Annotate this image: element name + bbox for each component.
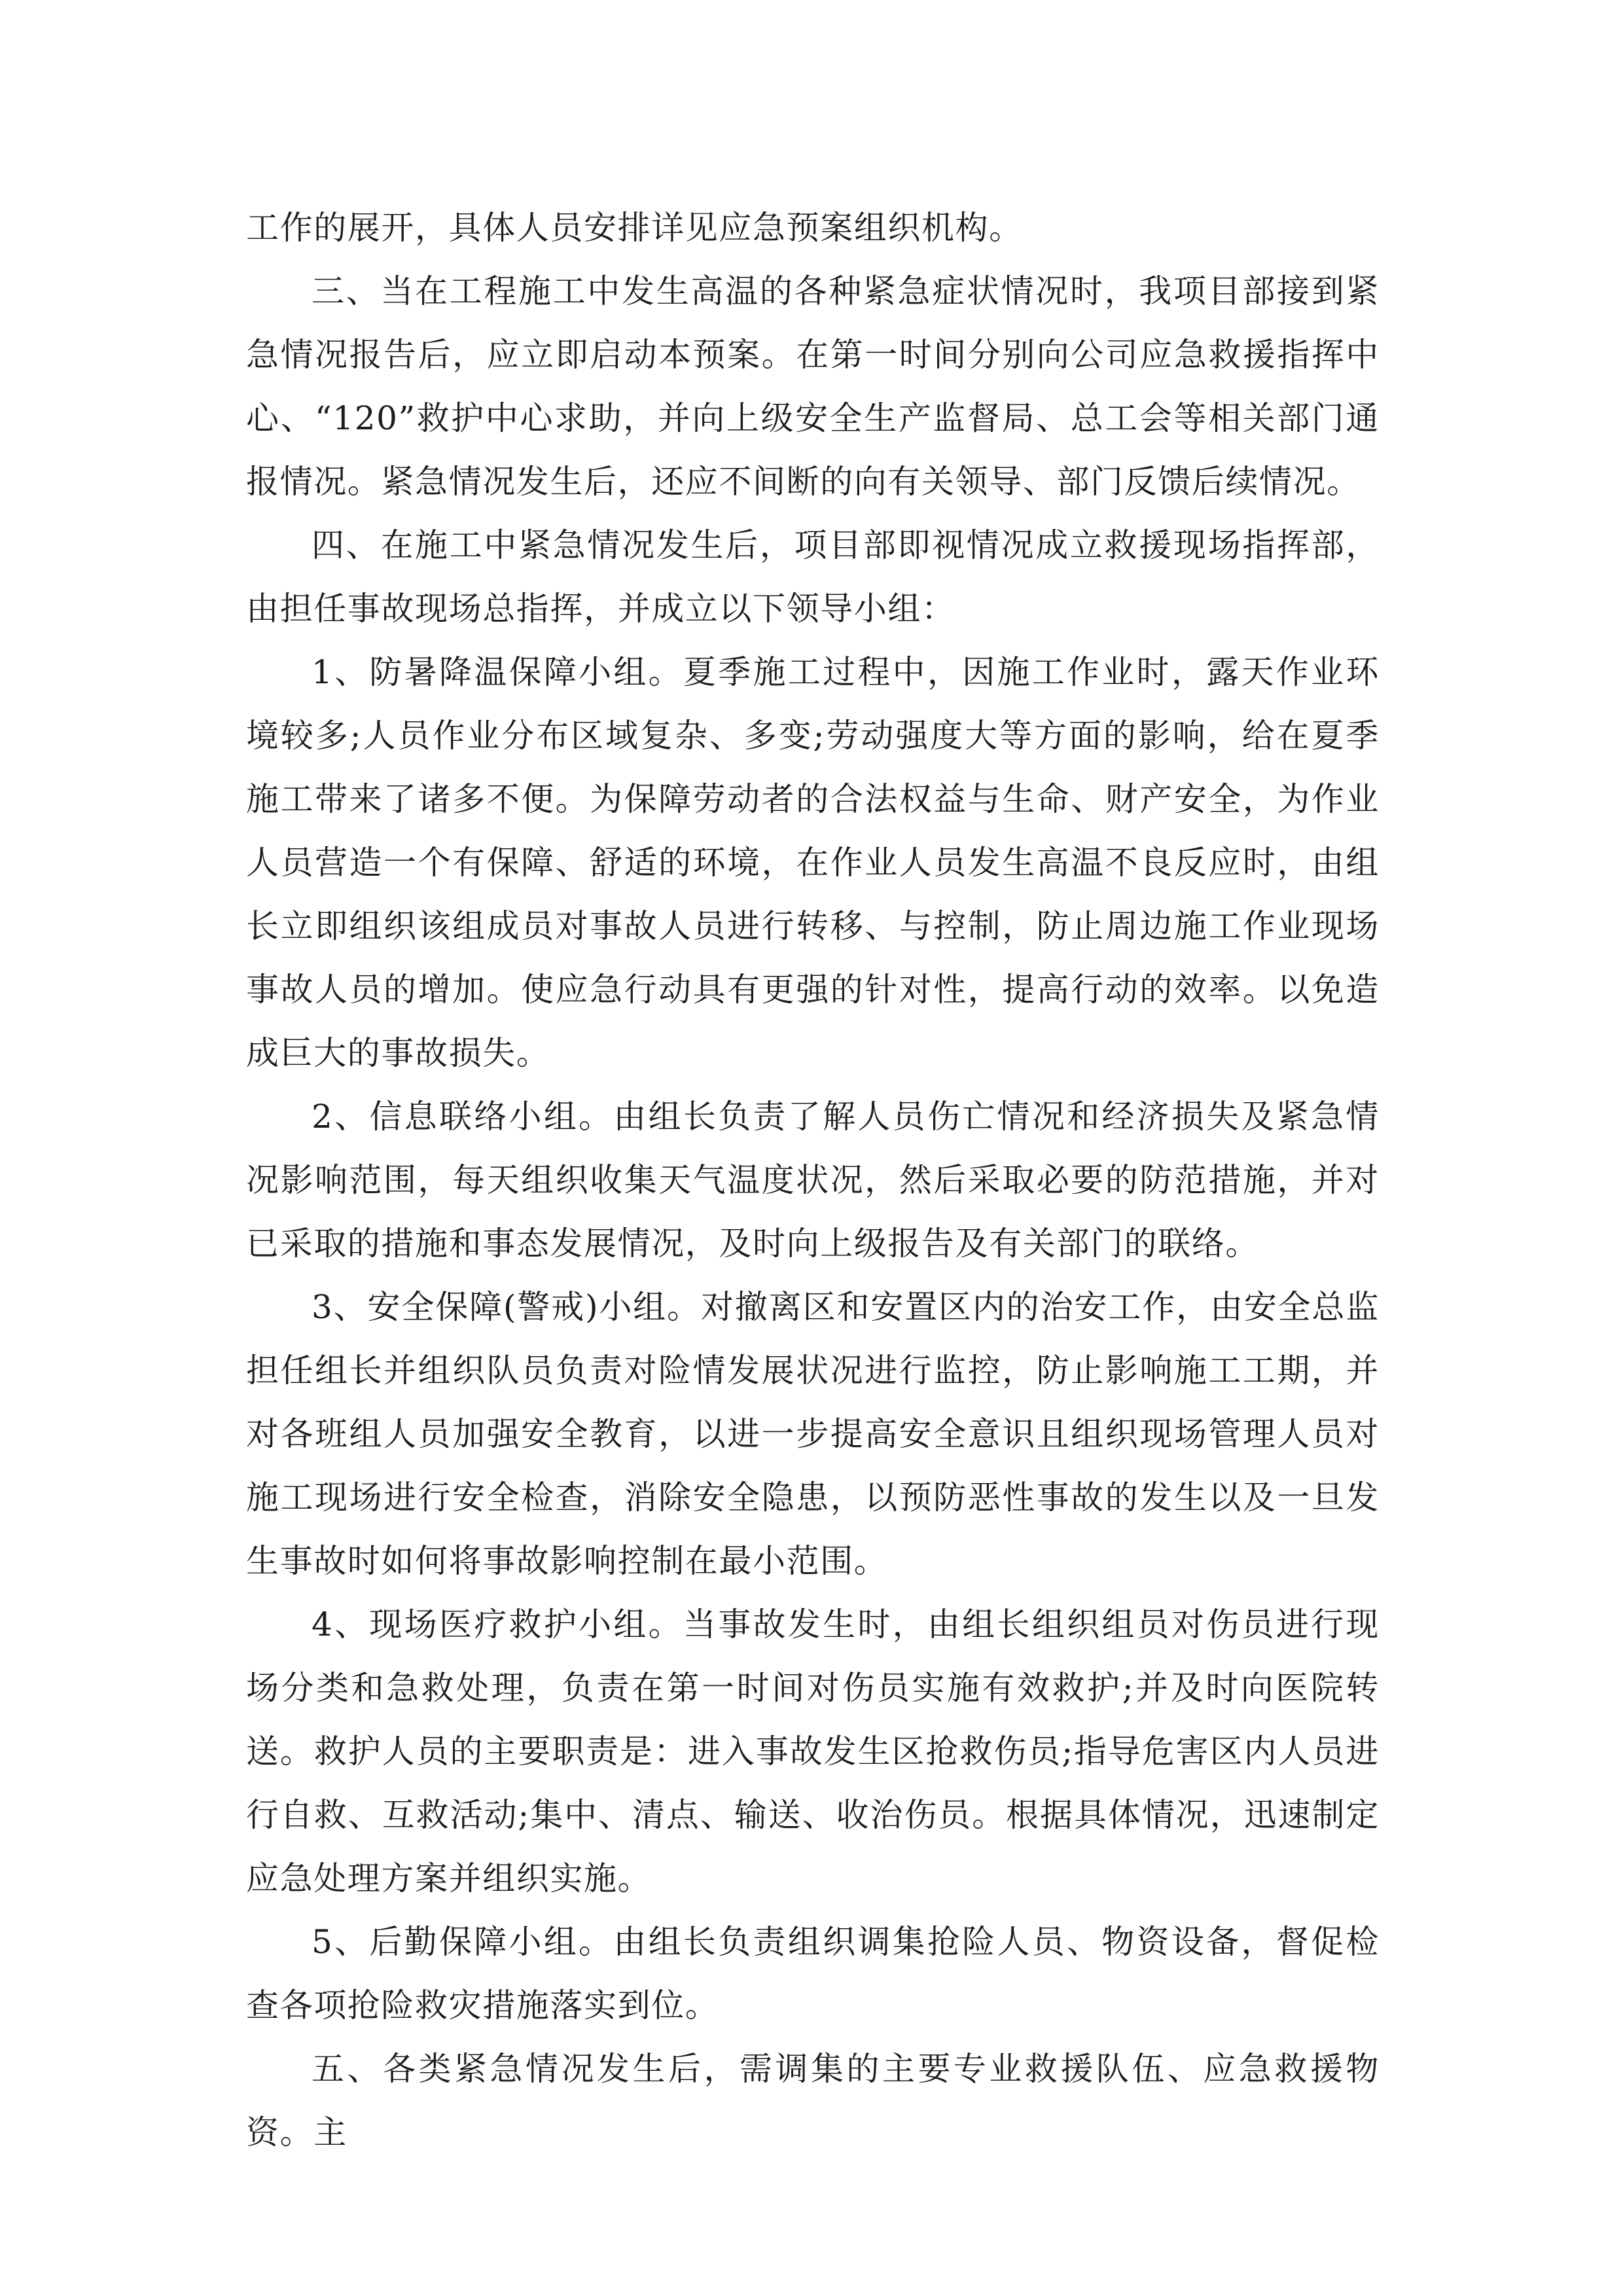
paragraph-group-1-heatstroke: 1、防暑降温保障小组。夏季施工过程中，因施工作业时，露天作业环境较多;人员作业分布区域复杂、多变;劳动强度大等方面的影响，给在夏季施工带来了诸多不便。为保障劳动者的合法权益与生命、财产安全，为作业人员营造一个有保障、舒适的环境，在作业人员发生高温不良反应时，由组长立即组织该组成员对事故人员进行转移、与控制，防止周边施工作业现场事故人员的增加。使应急行动具有更强的针对性，提高行动的效率。以免造成巨大的事故损失。 <box>246 653 1380 1072</box>
paragraph-section-5: 五、各类紧急情况发生后，需调集的主要专业救援队伍、应急救援物资。主 <box>246 2050 1380 2151</box>
paragraph-section-3: 三、当在工程施工中发生高温的各种紧急症状情况时，我项目部接到紧急情况报告后，应立即启动本预案。在第一时间分别向公司应急救援指挥中心、“120”救护中心求助，并向上级安全生产监督局、总工会等相关部门通报情况。紧急情况发生后，还应不间断的向有关领导、部门反馈后续情况。 <box>246 272 1380 501</box>
paragraph-section-4: 四、在施工中紧急情况发生后，项目部即视情况成立救援现场指挥部，由担任事故现场总指挥，并成立以下领导小组： <box>246 526 1380 628</box>
paragraph-group-2-liaison: 2、信息联络小组。由组长负责了解人员伤亡情况和经济损失及紧急情况影响范围，每天组织收集天气温度状况，然后采取必要的防范措施，并对已采取的措施和事态发展情况，及时向上级报告及有关部门的联络。 <box>246 1098 1380 1263</box>
paragraph-group-4-medical: 4、现场医疗救护小组。当事故发生时，由组长组织组员对伤员进行现场分类和急救处理，负责在第一时间对伤员实施有效救护;并及时向医院转送。救护人员的主要职责是：进入事故发生区抢救伤员;指导危害区内人员进行自救、互救活动;集中、清点、输送、收治伤员。根据具体情况，迅速制定应急处理方案并组织实施。 <box>246 1605 1380 1897</box>
paragraph-group-5-logistics: 5、后勤保障小组。由组长负责组织调集抢险人员、物资设备，督促检查各项抢险救灾措施落实到位。 <box>246 1923 1380 2024</box>
document-body <box>246 196 1380 2164</box>
paragraph-continuation: 工作的展开，具体人员安排详见应急预案组织机构。 <box>246 209 1023 247</box>
paragraph-group-3-security: 3、安全保障(警戒)小组。对撤离区和安置区内的治安工作，由安全总监担任组长并组织队员负责对险情发展状况进行监控，防止影响施工工期，并对各班组人员加强安全教育，以进一步提高安全意识且组织现场管理人员对施工现场进行安全检查，消除安全隐患，以预防恶性事故的发生以及一旦发生事故时如何将事故影响控制在最小范围。 <box>246 1288 1380 1580</box>
